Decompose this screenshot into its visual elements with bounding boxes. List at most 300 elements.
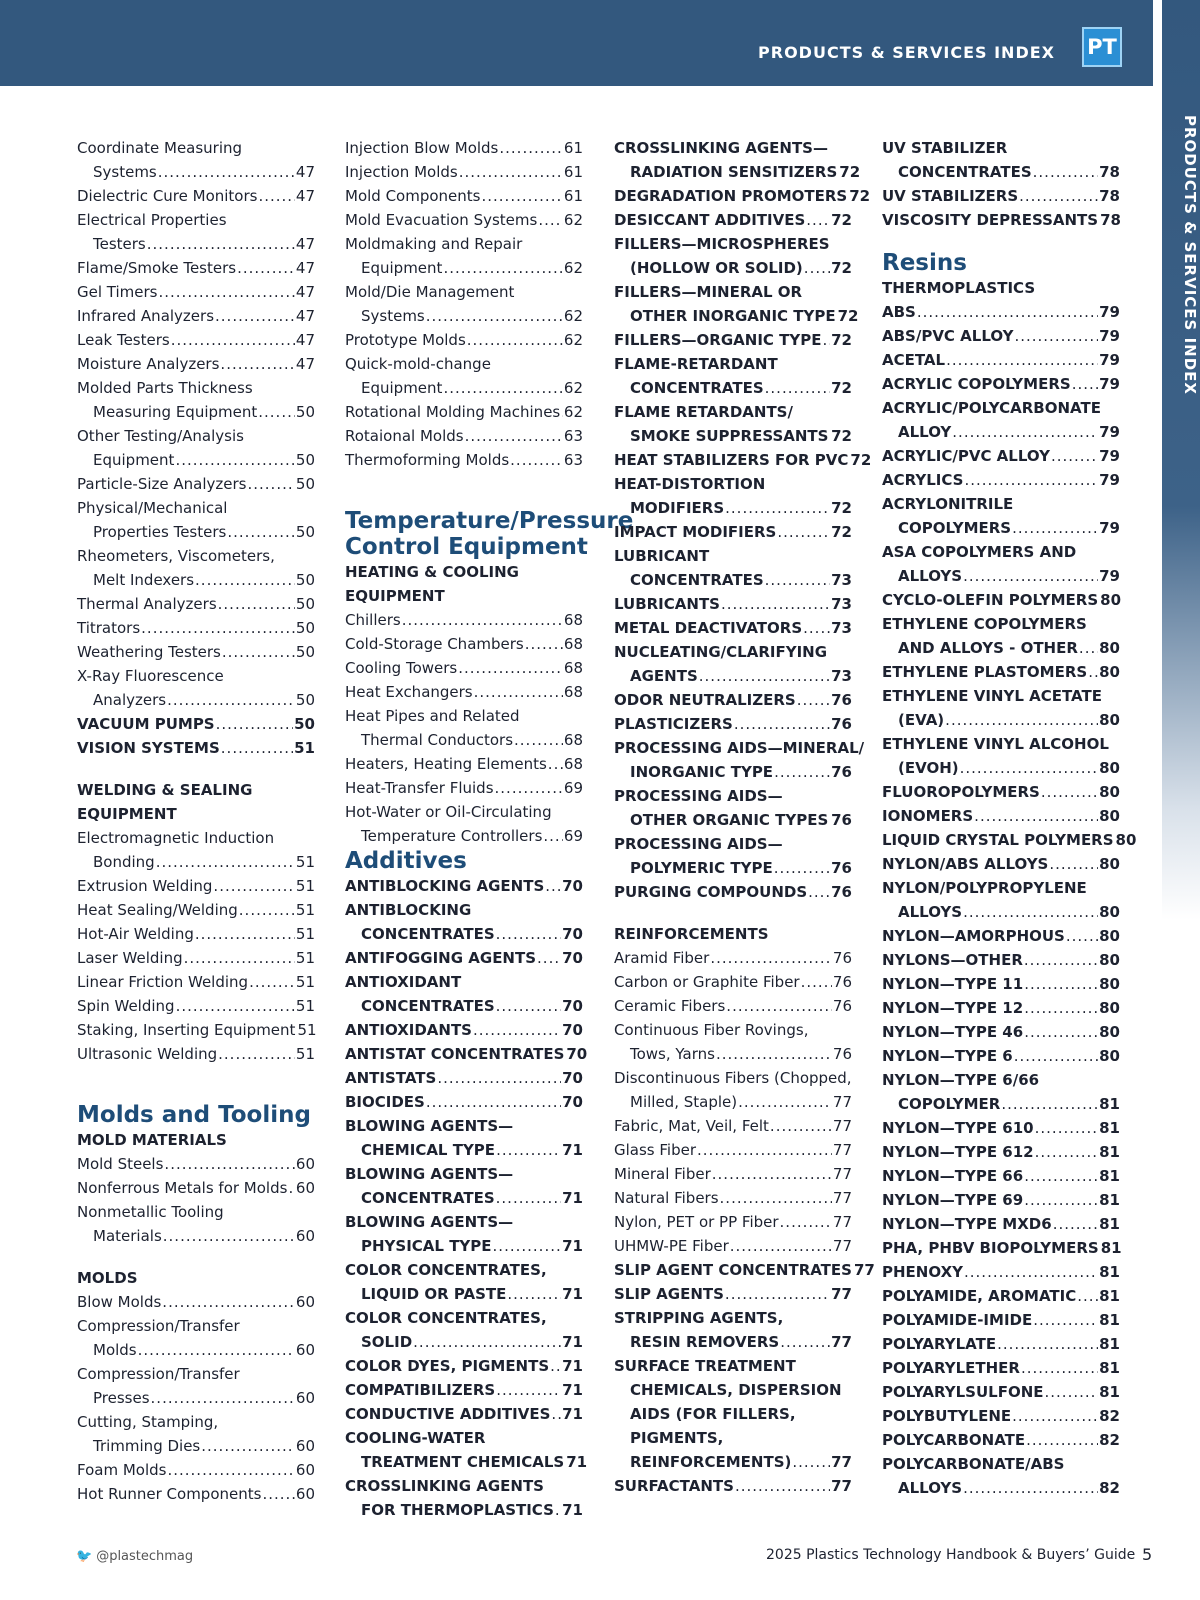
entry-term: Materials xyxy=(93,1227,162,1245)
index-entry xyxy=(614,1090,852,1114)
entry-term: Mold Evacuation Systems xyxy=(345,211,538,229)
index-entry xyxy=(77,352,315,376)
index-entry xyxy=(345,400,583,424)
index-entry-line: FLAME-RETARDANT xyxy=(614,355,778,373)
dot-leader xyxy=(774,856,830,880)
entry-term: Chillers xyxy=(345,611,401,629)
page-ref: 80 xyxy=(1100,591,1122,609)
entry-term: FILLERS—ORGANIC TYPE xyxy=(614,331,822,349)
entry-term: DEGRADATION PROMOTERS xyxy=(614,187,848,205)
entry-term: ANTIFOGGING AGENTS xyxy=(345,949,537,967)
entry-term: Dielectric Cure Monitors xyxy=(77,187,258,205)
entry-term: CONCENTRATES xyxy=(630,571,764,589)
page-ref: 51 xyxy=(295,877,315,895)
page-ref: 80 xyxy=(1115,831,1137,849)
page-ref: 60 xyxy=(295,1155,315,1173)
dot-leader xyxy=(777,520,830,544)
entry-term: PHENOXY xyxy=(882,1263,963,1281)
page-ref: 71 xyxy=(562,1381,583,1399)
index-entry xyxy=(614,592,852,616)
dot-leader xyxy=(716,1042,832,1066)
index-entry xyxy=(614,1450,852,1474)
page-ref: 68 xyxy=(563,755,583,773)
spacer xyxy=(345,490,583,508)
entry-term: AND ALLOYS - OTHER xyxy=(898,639,1078,657)
page-ref: 47 xyxy=(295,355,315,373)
page-ref: 80 xyxy=(1099,711,1120,729)
dot-leader xyxy=(413,1330,561,1354)
spacer xyxy=(882,232,1120,250)
dot-leader xyxy=(201,1434,295,1458)
page-ref: 80 xyxy=(1099,807,1120,825)
entry-term: Weathering Testers xyxy=(77,643,221,661)
dot-leader xyxy=(164,1152,294,1176)
dot-leader xyxy=(1033,1308,1098,1332)
index-entry xyxy=(882,468,1120,492)
index-entry xyxy=(77,874,315,898)
dot-leader xyxy=(175,448,294,472)
page-ref: 79 xyxy=(1099,303,1120,321)
entry-term: ACRYLICS xyxy=(882,471,964,489)
index-entry xyxy=(345,1282,583,1306)
index-entry-line: Physical/Mechanical xyxy=(77,499,228,517)
entry-term: ACRYLIC/PVC ALLOY xyxy=(882,447,1050,465)
dot-leader xyxy=(195,568,295,592)
entry-term: Gel Timers xyxy=(77,283,158,301)
entry-term: POLYAMIDE, AROMATIC xyxy=(882,1287,1077,1305)
page-ref: 78 xyxy=(1099,187,1120,205)
entry-term: Linear Friction Welding xyxy=(77,973,249,991)
entry-term: Thermal Conductors xyxy=(361,731,514,749)
index-entry xyxy=(614,256,852,280)
page-ref: 50 xyxy=(295,403,315,421)
dot-leader xyxy=(262,1482,294,1506)
page-ref: 62 xyxy=(563,307,583,325)
page-ref: 51 xyxy=(294,739,315,757)
index-entry xyxy=(77,520,315,544)
index-entry xyxy=(345,874,583,898)
page-ref: 77 xyxy=(831,1285,852,1303)
spacer xyxy=(77,760,315,778)
page-ref: 51 xyxy=(297,1021,317,1039)
index-entry xyxy=(614,1282,852,1306)
subsection-heading: MOLD MATERIALS xyxy=(77,1131,227,1149)
dot-leader xyxy=(1001,1092,1098,1116)
index-entry xyxy=(614,616,852,640)
dot-leader xyxy=(510,448,563,472)
page-ref: 77 xyxy=(832,1213,852,1231)
dot-leader xyxy=(538,208,563,232)
index-entry xyxy=(77,328,315,352)
index-entry xyxy=(614,328,852,352)
page-ref: 60 xyxy=(295,1437,315,1455)
dot-leader xyxy=(525,632,563,656)
entry-term: POLYAMIDE-IMIDE xyxy=(882,1311,1033,1329)
entry-term: Spin Welding xyxy=(77,997,175,1015)
index-entry-line: NYLON/POLYPROPYLENE xyxy=(882,879,1087,897)
index-entry xyxy=(345,424,583,448)
dot-leader xyxy=(997,1332,1098,1356)
entry-term: NYLON/ABS ALLOYS xyxy=(882,855,1049,873)
index-entry xyxy=(882,1260,1120,1284)
page-ref: 72 xyxy=(839,163,861,181)
page-ref: 73 xyxy=(831,667,852,685)
index-entry xyxy=(77,1042,315,1066)
index-entry-line: CROSSLINKING AGENTS xyxy=(345,1477,544,1495)
page-ref: 68 xyxy=(563,731,583,749)
page-ref: 70 xyxy=(562,1093,583,1111)
index-entry xyxy=(882,1236,1120,1260)
page-ref: 82 xyxy=(1099,1407,1120,1425)
index-entry xyxy=(882,636,1120,660)
index-entry-line: Moldmaking and Repair xyxy=(345,235,523,253)
page-ref: 77 xyxy=(832,1237,852,1255)
page-ref: 60 xyxy=(295,1293,315,1311)
page-ref: 63 xyxy=(563,451,583,469)
entry-term: ACETAL xyxy=(882,351,946,369)
index-entry xyxy=(77,994,315,1018)
dot-leader xyxy=(507,1282,561,1306)
index-entry xyxy=(882,1212,1120,1236)
entry-term: (EVOH) xyxy=(898,759,959,777)
index-entry xyxy=(77,400,315,424)
page-ref: 70 xyxy=(566,1045,588,1063)
entry-term: Testers xyxy=(93,235,146,253)
index-entry-line: BLOWING AGENTS— xyxy=(345,1213,514,1231)
index-entry xyxy=(345,1138,583,1162)
page-ref: 77 xyxy=(831,1333,852,1351)
index-entry-line: SURFACE TREATMENT xyxy=(614,1357,796,1375)
index-entry xyxy=(882,372,1120,396)
index-entry xyxy=(345,1090,583,1114)
index-entry xyxy=(882,852,1120,876)
index-entry xyxy=(77,1458,315,1482)
index-entry xyxy=(614,184,871,208)
entry-term: NYLON—TYPE 66 xyxy=(882,1167,1024,1185)
index-entry xyxy=(614,520,852,544)
dot-leader xyxy=(213,874,294,898)
dot-leader xyxy=(730,1234,832,1258)
entry-term: NYLON—TYPE 610 xyxy=(882,1119,1034,1137)
index-entry xyxy=(77,184,315,208)
social-handle: @plastechmag xyxy=(96,1549,194,1564)
entry-term: VISION SYSTEMS xyxy=(77,739,220,757)
dot-leader xyxy=(493,1234,562,1258)
index-entry xyxy=(882,1116,1120,1140)
entry-term: Natural Fibers xyxy=(614,1189,719,1207)
dot-leader xyxy=(1026,1428,1098,1452)
dot-leader xyxy=(1049,852,1098,876)
dot-leader xyxy=(227,520,295,544)
entry-term: (EVA) xyxy=(898,711,945,729)
dot-leader xyxy=(496,1186,561,1210)
page-ref: 61 xyxy=(563,163,583,181)
index-entry xyxy=(345,752,583,776)
page-ref: 50 xyxy=(295,571,315,589)
page-ref: 72 xyxy=(849,187,871,205)
dot-leader xyxy=(1024,1164,1098,1188)
entry-term: RESIN REMOVERS xyxy=(630,1333,780,1351)
index-entry xyxy=(345,680,583,704)
entry-term: IONOMERS xyxy=(882,807,974,825)
page-ref: 71 xyxy=(562,1357,583,1375)
entry-term: ANTISTATS xyxy=(345,1069,437,1087)
dot-leader xyxy=(443,256,562,280)
entry-term: Measuring Equipment xyxy=(93,403,258,421)
dot-leader xyxy=(964,468,1098,492)
index-entry xyxy=(345,1498,583,1522)
page-ref: 47 xyxy=(295,187,315,205)
entry-term: Flame/Smoke Testers xyxy=(77,259,237,277)
dot-leader xyxy=(543,824,563,848)
entry-term: Heaters, Heating Elements xyxy=(345,755,547,773)
index-entry xyxy=(614,1258,875,1282)
dot-leader xyxy=(545,874,561,898)
dot-leader xyxy=(720,1186,832,1210)
page-ref: 70 xyxy=(562,1069,583,1087)
index-entry xyxy=(77,232,315,256)
dot-leader xyxy=(780,1330,830,1354)
entry-term: ALLOY xyxy=(898,423,952,441)
index-entry xyxy=(345,632,583,656)
page-ref: 81 xyxy=(1099,1119,1120,1137)
index-entry-line: Continuous Fiber Rovings, xyxy=(614,1021,809,1039)
entry-term: NYLON—TYPE 46 xyxy=(882,1023,1024,1041)
index-entry xyxy=(77,1482,315,1506)
entry-term: Presses xyxy=(93,1389,150,1407)
index-entry xyxy=(614,712,852,736)
index-entry-line: PROCESSING AIDS— xyxy=(614,835,783,853)
index-entry xyxy=(614,1210,852,1234)
index-entry xyxy=(882,160,1120,184)
index-entry xyxy=(77,256,315,280)
index-entry xyxy=(882,756,1120,780)
index-entry-line: PROCESSING AIDS—MINERAL/ xyxy=(614,739,865,757)
index-entry-line: Electrical Properties xyxy=(77,211,227,229)
dot-leader xyxy=(465,424,563,448)
section-title: Molds and Tooling xyxy=(77,1102,311,1128)
page-ref: 80 xyxy=(1099,759,1120,777)
entry-term: ANTIBLOCKING AGENTS xyxy=(345,877,545,895)
page-ref: 72 xyxy=(850,451,872,469)
page-ref: 76 xyxy=(832,1045,852,1063)
entry-term: FLUOROPOLYMERS xyxy=(882,783,1040,801)
index-column-1 xyxy=(77,136,315,1506)
entry-term: Aramid Fiber xyxy=(614,949,710,967)
dot-leader xyxy=(147,232,295,256)
page-ref: 71 xyxy=(566,1453,588,1471)
dot-leader xyxy=(1024,948,1098,972)
page-ref: 80 xyxy=(1099,903,1120,921)
dot-leader xyxy=(1021,1356,1098,1380)
page-ref: 70 xyxy=(562,949,583,967)
index-entry xyxy=(77,280,315,304)
dot-leader xyxy=(216,712,294,736)
index-entry xyxy=(614,1162,852,1186)
dot-leader xyxy=(151,1386,295,1410)
index-entry xyxy=(345,1330,583,1354)
page-ref: 50 xyxy=(295,643,315,661)
index-entry xyxy=(614,946,852,970)
entry-term: RADIATION SENSITIZERS xyxy=(630,163,838,181)
index-entry-line: FLAME RETARDANTS/ xyxy=(614,403,793,421)
entry-term: Extrusion Welding xyxy=(77,877,213,895)
index-entry xyxy=(77,736,315,760)
entry-term: Nonferrous Metals for Molds xyxy=(77,1179,288,1197)
dot-leader xyxy=(803,616,830,640)
page-ref: 81 xyxy=(1099,1359,1120,1377)
page-ref: 60 xyxy=(295,1389,315,1407)
entry-term: Hot-Air Welding xyxy=(77,925,194,943)
page-ref: 71 xyxy=(562,1501,583,1519)
entry-term: Melt Indexers xyxy=(93,571,195,589)
index-entry xyxy=(882,1044,1120,1068)
entry-term: Systems xyxy=(93,163,157,181)
page-ref: 81 xyxy=(1099,1143,1120,1161)
page-ref: 62 xyxy=(563,379,583,397)
entry-term: Infrared Analyzers xyxy=(77,307,215,325)
dot-leader xyxy=(162,1290,295,1314)
dot-leader xyxy=(1012,516,1098,540)
entry-term: Properties Testers xyxy=(93,523,227,541)
index-entry xyxy=(614,880,852,904)
page-ref: 80 xyxy=(1099,927,1120,945)
dot-leader xyxy=(195,922,295,946)
index-entry-line: PROCESSING AIDS— xyxy=(614,787,783,805)
page-ref: 77 xyxy=(832,1093,852,1111)
page-ref: 60 xyxy=(295,1341,315,1359)
page-ref: 79 xyxy=(1099,327,1120,345)
page-ref: 60 xyxy=(295,1461,315,1479)
dot-leader xyxy=(138,1338,295,1362)
dot-leader xyxy=(808,880,830,904)
index-entry xyxy=(882,300,1120,324)
entry-term: Prototype Molds xyxy=(345,331,466,349)
entry-term: Analyzers xyxy=(93,691,167,709)
entry-term: Molds xyxy=(93,1341,137,1359)
index-entry xyxy=(882,516,1120,540)
index-entry xyxy=(345,304,583,328)
index-entry xyxy=(882,588,1120,612)
dot-leader xyxy=(171,328,295,352)
page-ref: 78 xyxy=(1099,163,1120,181)
page-ref: 68 xyxy=(563,635,583,653)
dot-leader xyxy=(1012,1404,1098,1428)
index-entry-line: ETHYLENE VINYL ALCOHOL xyxy=(882,735,1109,753)
index-entry xyxy=(614,664,852,688)
index-entry xyxy=(345,1378,583,1402)
page-ref: 62 xyxy=(563,331,583,349)
page-ref: 77 xyxy=(831,1453,852,1471)
entry-term: Heat Exchangers xyxy=(345,683,473,701)
index-entry xyxy=(614,1330,852,1354)
index-entry xyxy=(345,1042,588,1066)
index-entry xyxy=(614,808,852,832)
page-ref: 80 xyxy=(1099,1023,1120,1041)
entry-term: CONCENTRATES xyxy=(898,163,1032,181)
page-ref: 50 xyxy=(295,451,315,469)
entry-term: ANTISTAT CONCENTRATES xyxy=(345,1045,565,1063)
dot-leader xyxy=(734,712,830,736)
entry-term: NYLON—TYPE 6 xyxy=(882,1047,1013,1065)
index-entry xyxy=(614,856,852,880)
dot-leader xyxy=(712,1162,832,1186)
entry-term: ETHYLENE PLASTOMERS xyxy=(882,663,1088,681)
index-entry xyxy=(345,1402,583,1426)
index-entry xyxy=(77,1152,315,1176)
index-entry xyxy=(345,824,583,848)
index-entry xyxy=(882,1404,1120,1428)
page-ref: 51 xyxy=(295,853,315,871)
dot-leader xyxy=(804,256,830,280)
index-entry xyxy=(345,1354,583,1378)
page-ref: 78 xyxy=(1100,211,1121,229)
index-entry-line: ACRYLIC/POLYCARBONATE xyxy=(882,399,1101,417)
index-entry-line: Cutting, Stamping, xyxy=(77,1413,219,1431)
dot-leader xyxy=(797,688,830,712)
entry-term: DESICCANT ADDITIVES xyxy=(614,211,806,229)
page-ref: 79 xyxy=(1099,375,1120,393)
dot-leader xyxy=(770,1114,832,1138)
index-entry xyxy=(345,1186,583,1210)
entry-term: SLIP AGENTS xyxy=(614,1285,724,1303)
dot-leader xyxy=(537,946,561,970)
dot-leader xyxy=(467,328,563,352)
entry-term: Rotaional Molds xyxy=(345,427,464,445)
index-entry-line: ACRYLONITRILE xyxy=(882,495,1014,513)
entry-term: Equipment xyxy=(361,259,443,277)
footer-publication: 2025 Plastics Technology Handbook & Buyers’ Guide xyxy=(766,1547,1136,1563)
page-ref: 76 xyxy=(831,715,852,733)
dot-leader xyxy=(792,1450,830,1474)
page-ref: 77 xyxy=(853,1261,875,1279)
entry-term: FOR THERMOPLASTICS xyxy=(361,1501,554,1519)
dot-leader xyxy=(163,1224,295,1248)
page-ref: 79 xyxy=(1099,519,1120,537)
page-ref: 81 xyxy=(1099,1383,1120,1401)
dot-leader xyxy=(1072,372,1098,396)
dot-leader xyxy=(176,994,295,1018)
subsection-heading: EQUIPMENT xyxy=(77,805,177,823)
page-ref: 80 xyxy=(1099,639,1120,657)
page-ref: 82 xyxy=(1099,1479,1120,1497)
entry-term: CONCENTRATES xyxy=(361,997,495,1015)
dot-leader xyxy=(964,1260,1098,1284)
entry-term: CYCLO-OLEFIN POLYMERS xyxy=(882,591,1099,609)
index-entry xyxy=(345,160,583,184)
page-ref: 71 xyxy=(562,1405,583,1423)
header-title: PRODUCTS & SERVICES INDEX xyxy=(758,43,1055,62)
index-entry-line: COLOR CONCENTRATES, xyxy=(345,1261,547,1279)
entry-term: Milled, Staple) xyxy=(630,1093,738,1111)
entry-term: POLYMERIC TYPE xyxy=(630,859,773,877)
dot-leader xyxy=(249,970,295,994)
page-ref: 76 xyxy=(831,859,852,877)
pt-logo: PT xyxy=(1082,27,1122,67)
page-ref: 77 xyxy=(832,1189,852,1207)
dot-leader xyxy=(156,850,295,874)
dot-leader xyxy=(806,208,830,232)
index-entry xyxy=(345,1018,583,1042)
entry-term: IMPACT MODIFIERS xyxy=(614,523,777,541)
dot-leader xyxy=(725,496,830,520)
index-entry xyxy=(882,324,1120,348)
dot-leader xyxy=(474,680,563,704)
index-entry-line: STRIPPING AGENTS, xyxy=(614,1309,784,1327)
entry-term: Equipment xyxy=(361,379,443,397)
dot-leader xyxy=(288,1176,294,1200)
dot-leader xyxy=(917,300,1098,324)
